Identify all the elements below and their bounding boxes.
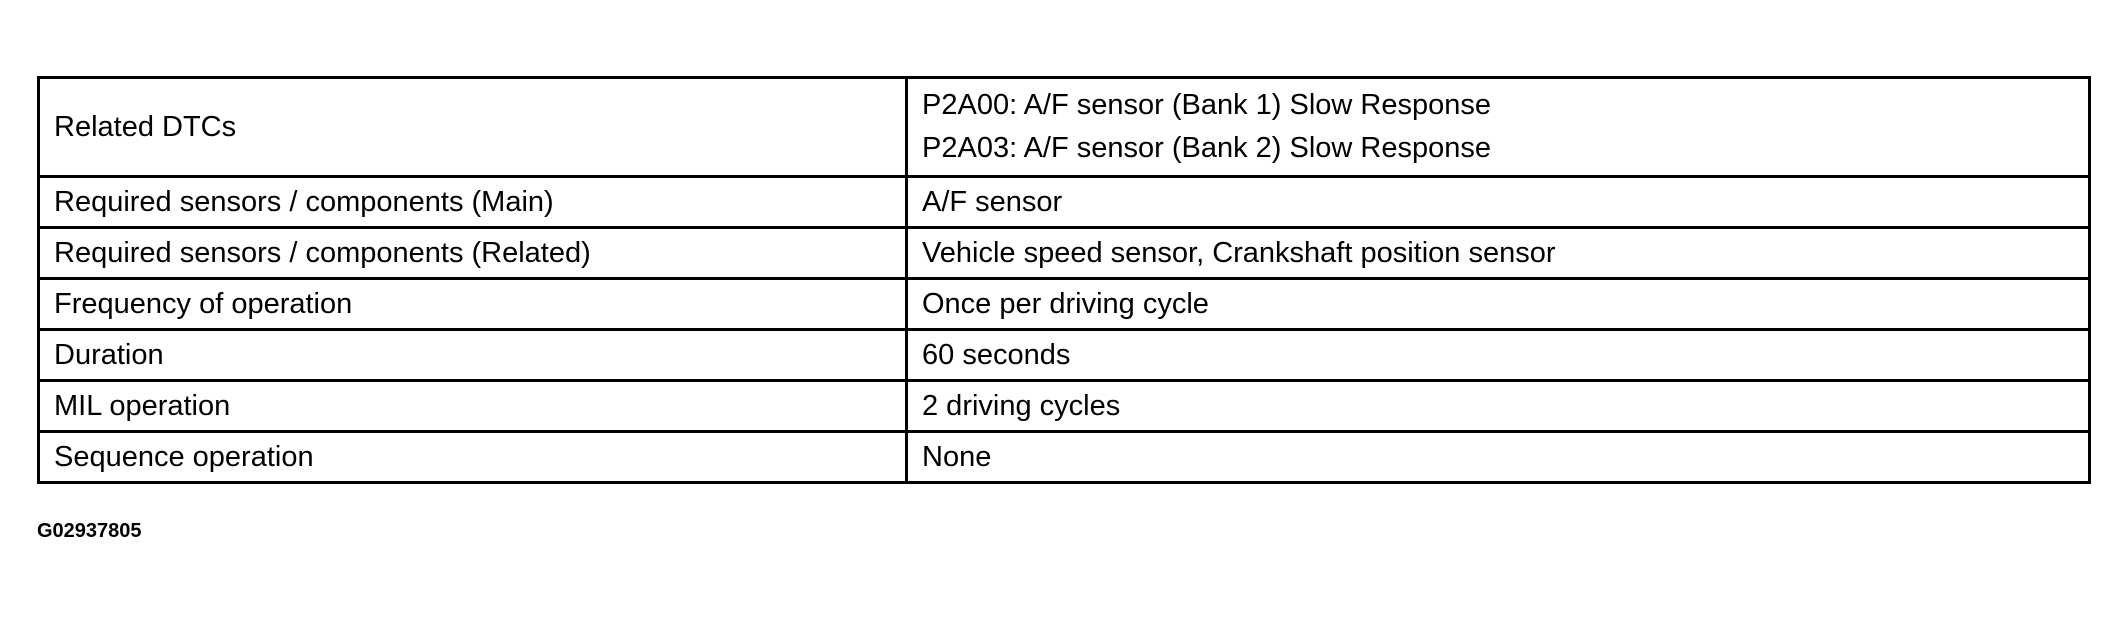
dtc-line: P2A03: A/F sensor (Bank 2) Slow Response — [922, 132, 1492, 164]
row-value: 2 driving cycles — [907, 381, 2090, 432]
row-value: A/F sensor — [907, 177, 2090, 228]
row-value: None — [907, 432, 2090, 483]
table-row-frequency — [39, 279, 2090, 330]
table-row-required-main — [39, 177, 2090, 228]
figure-id: G02937805 — [37, 520, 142, 542]
table-row-related-dtcs — [39, 78, 2090, 177]
row-label: Duration — [39, 330, 907, 381]
row-label: Related DTCs — [39, 78, 907, 177]
table-row-mil-operation — [39, 381, 2090, 432]
row-label: Required sensors / components (Main) — [39, 177, 907, 228]
table-row-required-related — [39, 228, 2090, 279]
row-label: Required sensors / components (Related) — [39, 228, 907, 279]
specification-table — [37, 76, 2091, 484]
row-value: Vehicle speed sensor, Crankshaft position sensor — [907, 228, 2090, 279]
row-label: MIL operation — [39, 381, 907, 432]
table-row-duration — [39, 330, 2090, 381]
row-value: 60 seconds — [907, 330, 2090, 381]
row-value — [907, 78, 2090, 177]
row-label: Sequence operation — [39, 432, 907, 483]
dtc-line: P2A00: A/F sensor (Bank 1) Slow Response — [922, 89, 1492, 121]
row-label: Frequency of operation — [39, 279, 907, 330]
row-value: Once per driving cycle — [907, 279, 2090, 330]
table-row-sequence-operation — [39, 432, 2090, 483]
